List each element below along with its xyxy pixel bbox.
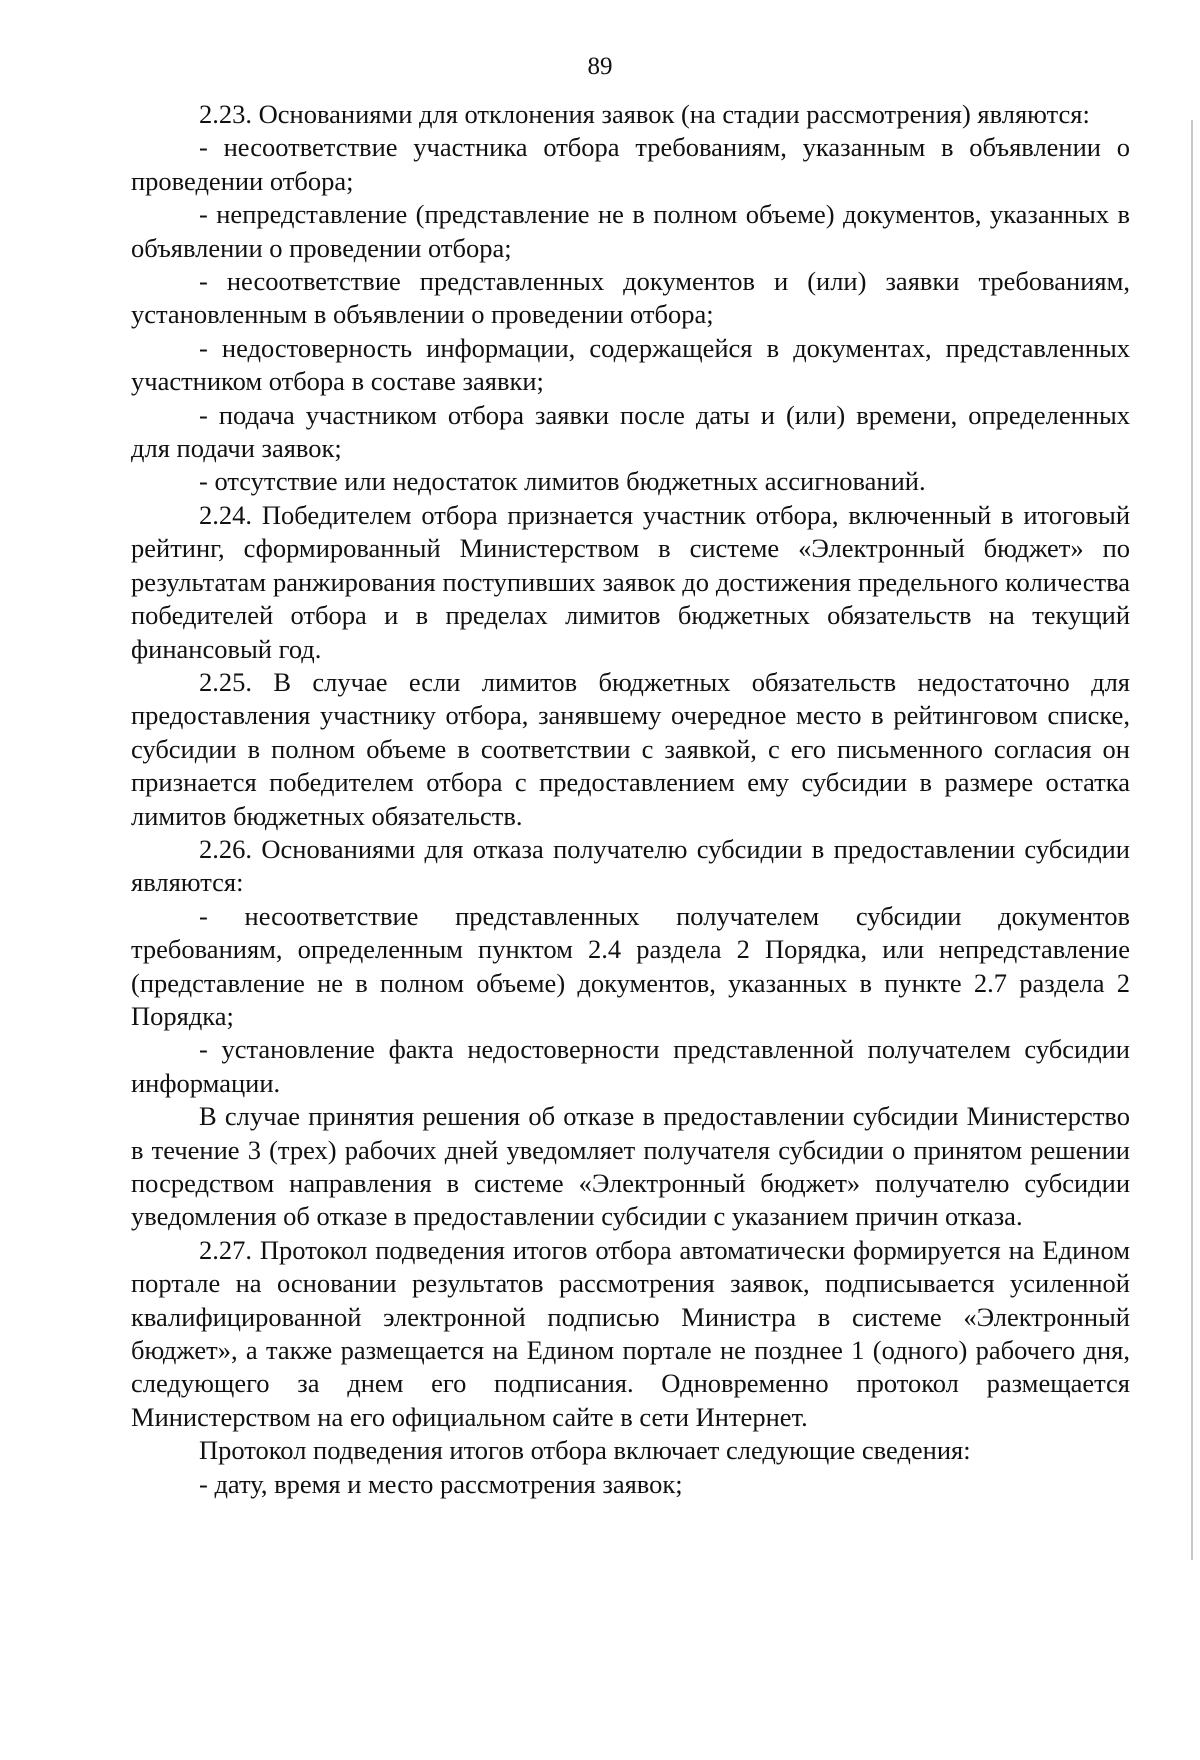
list-item-documents-mismatch: - несоответствие представленных документов и (или) заявки требованиям, установленным в объявлении о проведении отбора; bbox=[131, 266, 1130, 330]
scan-margin-line bbox=[1191, 120, 1193, 1560]
list-item-unreliable-recipient-info: - установление факта недостоверности представленной получателем субсидии информации. bbox=[131, 1034, 1130, 1098]
paragraph-2-24: 2.24. Победителем отбора признается участник отбора, включенный в итоговый рейтинг, сформированный Министерством в системе «Электронный бюджет» по результатам ранжирования поступивших заявок до достижения предельного количества победителей отбора и в пределах лимитов бюджетных обязательств на текущий финансовый год. bbox=[131, 499, 1130, 664]
paragraph-2-23: 2.23. Основаниями для отклонения заявок (на стадии рассмотрения) являются: bbox=[199, 99, 1090, 129]
list-item-date-time-place: - дату, время и место рассмотрения заявок; bbox=[199, 1468, 683, 1499]
list-item-documents-not-submitted: - непредставление (представление не в полном объеме) документов, указанных в объявлении о проведении отбора; bbox=[131, 199, 1130, 263]
document-body bbox=[131, 98, 1130, 1501]
list-item-unreliable-info: - недостоверность информации, содержащейся в документах, представленных участником отбора в составе заявки; bbox=[131, 332, 1130, 397]
list-item-late-submission: - подача участником отбора заявки после даты и (или) времени, определенных для подачи заявок; bbox=[131, 399, 1130, 464]
paragraph-refusal-notice: В случае принятия решения об отказе в предоставлении субсидии Министерство в течение 3 (трех) рабочих дней уведомляет получателя субсидии о принятом решении посредством направления в системе «Электронный бюджет» получателю субсидии уведомления об отказе в предоставлении субсидии с указанием причин отказа. bbox=[131, 1101, 1130, 1232]
paragraph-2-26: 2.26. Основаниями для отказа получателю субсидии в предоставлении субсидии являются: bbox=[131, 833, 1130, 898]
paragraph-protocol-contents: Протокол подведения итогов отбора включает следующие сведения: bbox=[199, 1435, 971, 1466]
list-item-participant-mismatch: - несоответствие участника отбора требованиям, указанным в объявлении о проведении отбора; bbox=[131, 132, 1130, 196]
list-item-recipient-documents-mismatch: - несоответствие представленных получателем субсидии документов требованиям, определенным пунктом 2.4 раздела 2 Порядка, или непредставление (представление не в полном объеме) документов, указанных в пункте 2.7 раздела 2 Порядка; bbox=[131, 900, 1130, 1031]
paragraph-2-27: 2.27. Протокол подведения итогов отбора автоматически формируется на Едином портале на основании результатов рассмотрения заявок, подписывается усиленной квалифицированной электронной подписью Министра в системе «Электронный бюджет», а также размещается на Едином портале не позднее 1 (одного) рабочего дня, следующего за днем его подписания. Одновременно протокол размещается Министерством на его официальном сайте в сети Интернет. bbox=[131, 1234, 1130, 1432]
paragraph-2-25: 2.25. В случае если лимитов бюджетных обязательств недостаточно для предоставления участнику отбора, занявшему очередное место в рейтинговом списке, субсидии в полном объеме в соответствии с заявкой, с его письменного согласия он признается победителем отбора с предоставлением ему субсидии в размере остатка лимитов бюджетных обязательств. bbox=[131, 666, 1130, 831]
list-item-no-budget-limits: - отсутствие или недостаток лимитов бюджетных ассигнований. bbox=[199, 466, 926, 497]
page-number: 89 bbox=[587, 53, 613, 80]
